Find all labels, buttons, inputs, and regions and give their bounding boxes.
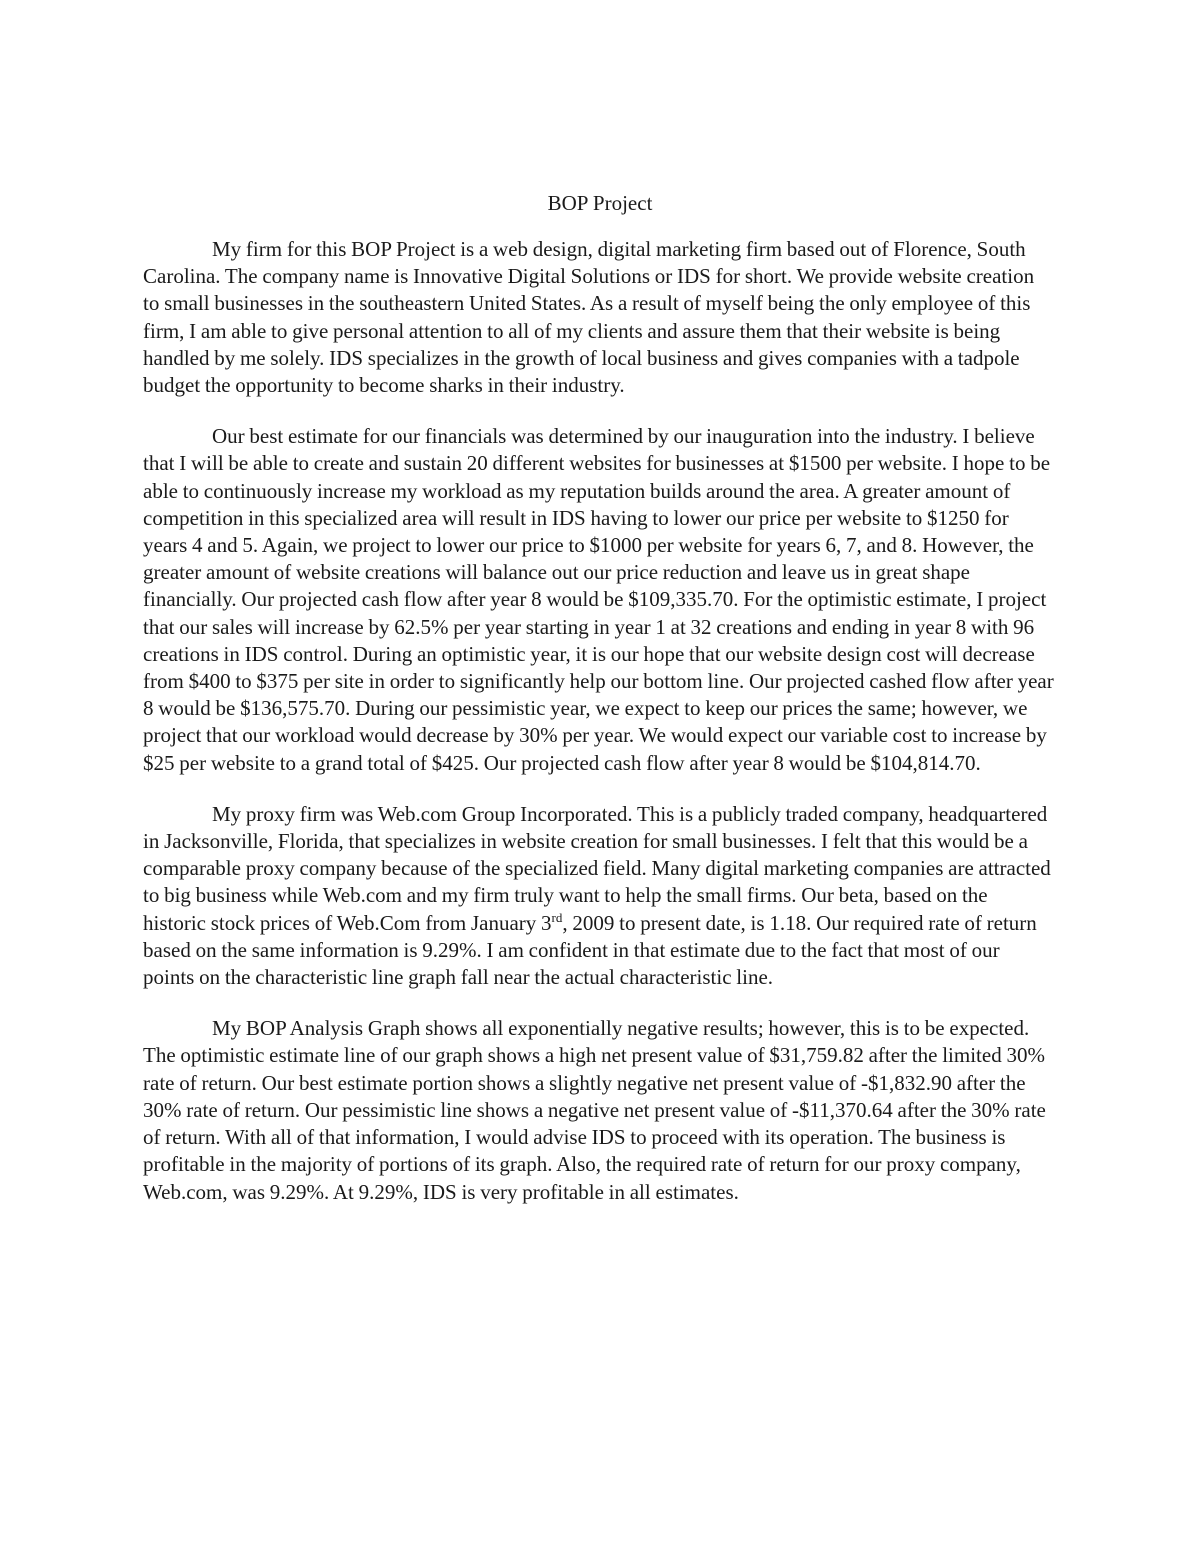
ordinal-superscript: rd (551, 909, 563, 925)
paragraph-firm-overview: My firm for this BOP Project is a web design, digital marketing firm based out of Florence, South Carolina. The company name is Innovative Digital Solutions or IDS for short. We provide website creation to small businesses in the southeastern United States. As a result of myself being the only employee of this firm, I am able to give personal attention to all of my clients and assure them that their website is being handled by me solely. IDS specializes in the growth of local business and gives companies with a tadpole budget the opportunity to become sharks in their industry. (143, 237, 1035, 398)
paragraph-bop-analysis: My BOP Analysis Graph shows all exponentially negative results; however, this is to be expected. The optimistic estimate line of our graph shows a high net present value of $31,759.82 after the limited 30% rate of return. Our best estimate portion shows a slightly negative net present value of -$1,832.90 after the 30% rate of return. Our pessimistic line shows a negative net present value of -$11,370.64 after the 30% rate of return. With all of that information, I would advise IDS to proceed with its operation. The business is profitable in the majority of portions of its graph. Also, the required rate of return for our proxy company, Web.com, was 9.29%. At 9.29%, IDS is very profitable in all estimates. (143, 1016, 1046, 1204)
proxy-text-part-1: My proxy firm was Web.com Group Incorporated. This is a publicly traded company, headquartered in Jacksonville, Florida, that specializes in website creation for small businesses. I felt that this would be a comparable proxy company because of the specialized field. Many digital marketing companies are attracted to big business while Web.com and my firm truly want to help the small firms. Our beta, based on the historic stock prices of Web.Com from January 3 (143, 801, 1051, 935)
proxy-text-part-2: , 2009 to present date, is 1.18. Our required rate of return based on the same information is 9.29%. I am confident in that estimate due to the fact that most of our points on the characteristic line graph fall near the actual characteristic line. (143, 910, 1037, 990)
paragraph-proxy-firm (143, 801, 1055, 991)
document-title: BOP Project (547, 191, 653, 215)
paragraph-financial-estimates: Our best estimate for our financials was determined by our inauguration into the industry. I believe that I will be able to create and sustain 20 different websites for businesses at $1500 per website. I hope to be able to continuously increase my workload as my reputation builds around the area. A greater amount of competition in this specialized area will result in IDS having to lower our price per website to $1250 for years 4 and 5. Again, we project to lower our price to $1000 per website for years 6, 7, and 8. However, the greater amount of website creations will balance out our price reduction and leave us in great shape financially. Our projected cash flow after year 8 would be $109,335.70. For the optimistic estimate, I project that our sales will increase by 62.5% per year starting in year 1 at 32 creations and ending in year 8 with 96 creations in IDS control. During an optimistic year, it is our hope that our website design cost will decrease from $400 to $375 per site in order to significantly help our bottom line. Our projected cashed flow after year 8 would be $136,575.70. During our pessimistic year, we expect to keep our prices the same; however, we project that our workload would decrease by 30% per year. We would expect our variable cost to increase by $25 per website to a grand total of $425. Our projected cash flow after year 8 would be $104,814.70. (143, 424, 1054, 775)
document-body (143, 236, 1055, 1230)
